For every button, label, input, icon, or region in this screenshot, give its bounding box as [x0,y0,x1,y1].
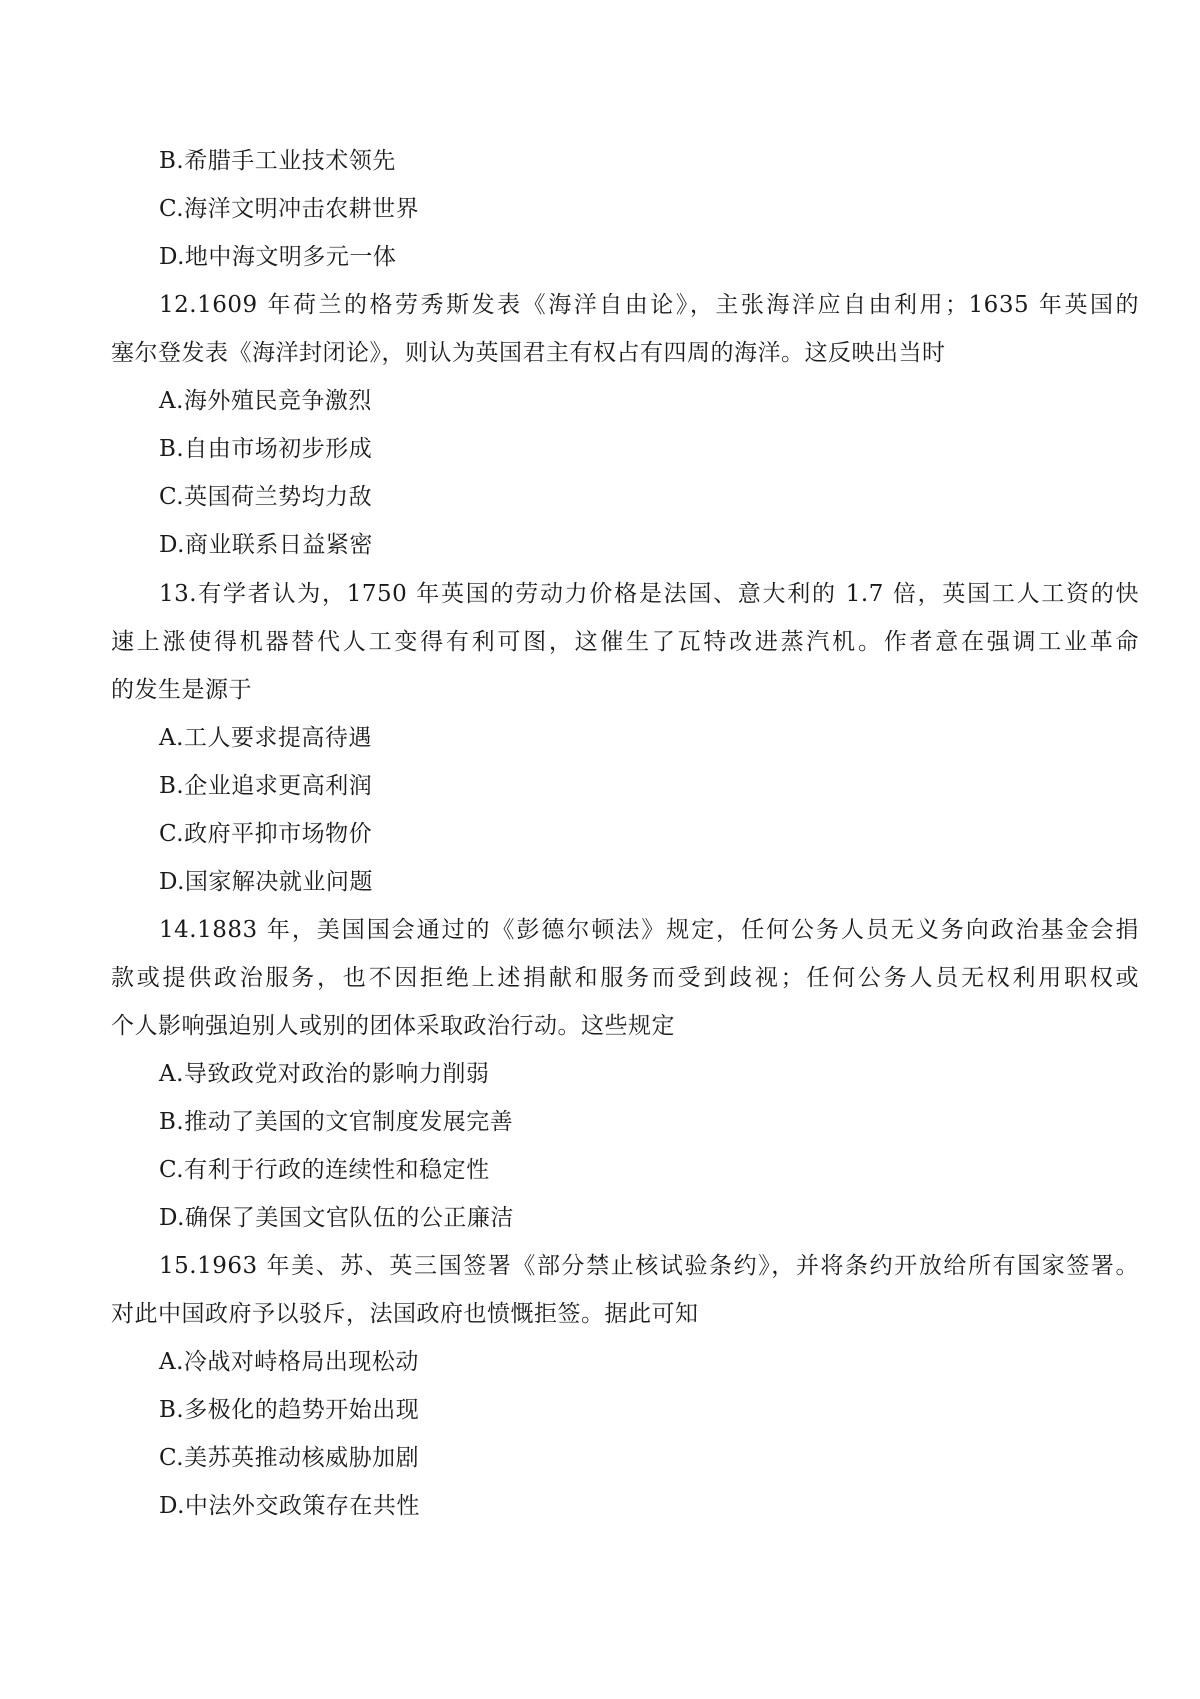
question-12-option-d: D.商业联系日益紧密 [159,532,373,558]
question-13-option-c: C.政府平抑市场物价 [159,821,373,847]
option-c: C.海洋文明冲击农耕世界 [159,196,420,222]
question-13-option-a: A.工人要求提高待遇 [159,725,372,751]
question-12-option-b: B.自由市场初步形成 [159,436,373,462]
question-15-stem-line-1: 15.1963 年美、苏、英三国签署《部分禁止核试验条约》，并将条约开放给所有国家签署。 [159,1253,1139,1279]
question-12-option-a: A.海外殖民竞争激烈 [159,388,372,414]
question-15-option-b: B.多极化的趋势开始出现 [159,1397,420,1423]
question-13-stem-line-1: 13.有学者认为，1750 年英国的劳动力价格是法国、意大利的 1.7 倍，英国工人工资的快 [159,581,1139,607]
question-14-stem-line-2: 款或提供政治服务，也不因拒绝上述捐献和服务而受到歧视；任何公务人员无权利用职权或 [111,965,1139,991]
question-14-option-b: B.推动了美国的文官制度发展完善 [159,1109,514,1135]
question-14-option-c: C.有利于行政的连续性和稳定性 [159,1157,490,1183]
question-14-stem-line-3: 个人影响强迫别人或别的团体采取政治行动。这些规定 [111,1013,675,1039]
question-14-option-a: A.导致政党对政治的影响力削弱 [159,1061,490,1087]
question-12-stem-line-2: 塞尔登发表《海洋封闭论》，则认为英国君主有权占有四周的海洋。这反映出当时 [111,340,946,366]
question-15-option-d: D.中法外交政策存在共性 [159,1493,420,1519]
question-13-stem-line-2: 速上涨使得机器替代人工变得有利可图，这催生了瓦特改进蒸汽机。作者意在强调工业革命 [111,629,1139,655]
question-15-option-a: A.冷战对峙格局出现松动 [159,1349,419,1375]
question-13-option-d: D.国家解决就业问题 [159,869,373,895]
question-12-stem-line-1: 12.1609 年荷兰的格劳秀斯发表《海洋自由论》，主张海洋应自由利用；1635 年英国的 [159,292,1139,318]
option-d: D.地中海文明多元一体 [159,244,397,270]
question-15-option-c: C.美苏英推动核威胁加剧 [159,1445,420,1471]
question-12-option-c: C.英国荷兰势均力敌 [159,484,373,510]
option-b: B.希腊手工业技术领先 [159,148,396,174]
question-13-stem-line-3: 的发生是源于 [111,677,252,703]
question-15-stem-line-2: 对此中国政府予以驳斥，法国政府也愤慨拒签。据此可知 [111,1301,699,1327]
question-13-option-b: B.企业追求更高利润 [159,773,373,799]
question-14-option-d: D.确保了美国文官队伍的公正廉洁 [159,1205,514,1231]
question-14-stem-line-1: 14.1883 年，美国国会通过的《彭德尔顿法》规定，任何公务人员无义务向政治基金会捐 [159,917,1139,943]
